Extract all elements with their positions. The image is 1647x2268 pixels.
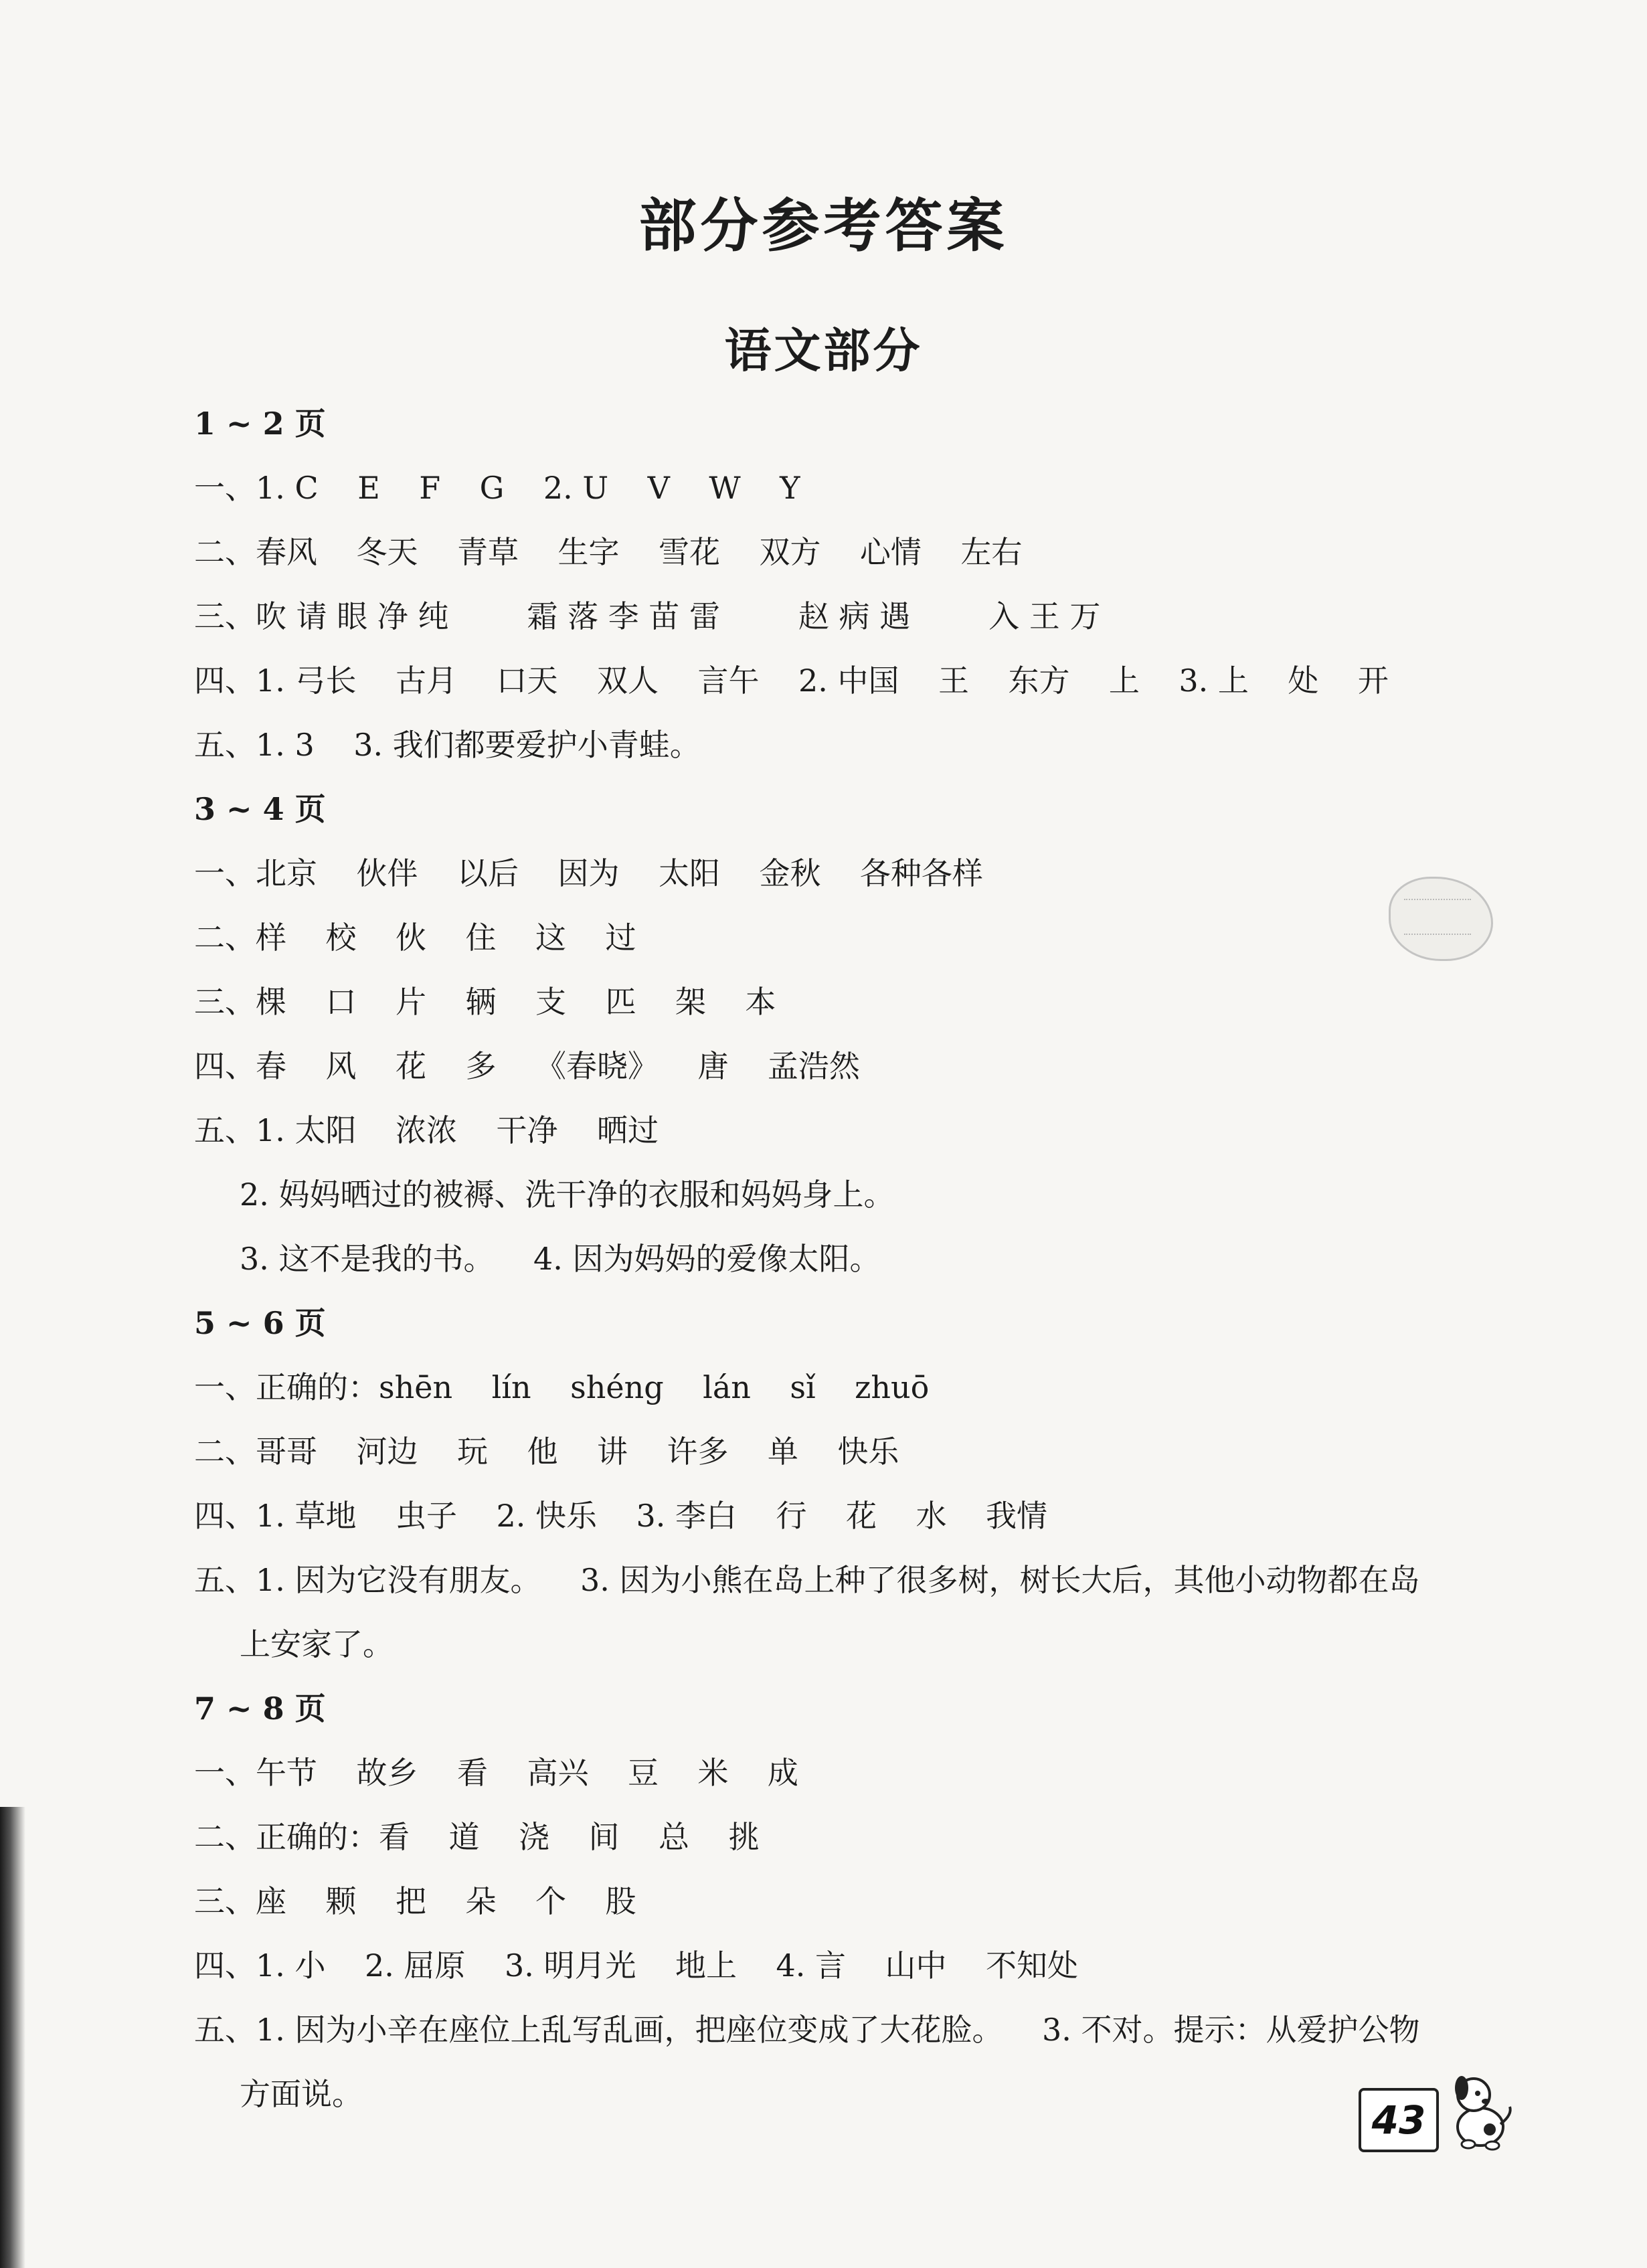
answer-line: 2. 妈妈晒过的被褥、洗干净的衣服和妈妈身上。 — [240, 1176, 895, 1213]
section-heading: 5 ~ 6 页 — [194, 1305, 326, 1341]
answer-line: 二、春风 冬天 青草 生字 雪花 双方 心情 左右 — [194, 534, 1023, 570]
answer-line: 上安家了。 — [240, 1626, 394, 1662]
answer-line: 三、座 颗 把 朵 个 股 — [194, 1883, 636, 1919]
answer-line: 四、春 风 花 多 《春晓》 唐 孟浩然 — [194, 1048, 860, 1084]
page-number-box — [1359, 2088, 1439, 2152]
page-subtitle: 语文部分 — [724, 323, 923, 378]
section-heading: 7 ~ 8 页 — [194, 1690, 326, 1727]
section-heading: 1 ~ 2 页 — [194, 406, 326, 442]
answer-line: 三、吹 请 眼 净 纯 霜 落 李 苗 雷 赵 病 遇 入 王 万 — [194, 598, 1101, 634]
scan-edge-shadow — [0, 1807, 25, 2268]
answer-line: 一、午节 故乡 看 高兴 豆 米 成 — [194, 1755, 798, 1791]
answer-line: 五、1. 太阳 浓浓 干净 晒过 — [194, 1112, 659, 1148]
answer-line: 三、棵 口 片 辆 支 匹 架 本 — [194, 984, 776, 1020]
answer-line: 二、哥哥 河边 玩 他 讲 许多 单 快乐 — [194, 1433, 899, 1470]
answer-line: 二、正确的：看 道 浇 间 总 挑 — [194, 1819, 760, 1855]
page-title: 部分参考答案 — [638, 192, 1009, 260]
answer-line: 五、1. 因为它没有朋友。 3. 因为小熊在岛上种了很多树，树长大后，其他小动物都在岛 — [194, 1562, 1420, 1598]
answer-line: 四、1. 草地 虫子 2. 快乐 3. 李白 行 花 水 我情 — [194, 1498, 1047, 1534]
answer-line: 一、1. C E F G 2. U V W Y — [194, 470, 800, 506]
answer-content — [194, 391, 1506, 2126]
section-heading: 3 ~ 4 页 — [194, 791, 326, 827]
answer-line: 四、1. 弓长 古月 口天 双人 言午 2. 中国 王 东方 上 3. 上 处 开 — [194, 663, 1389, 699]
answer-line: 五、1. 3 3. 我们都要爱护小青蛙。 — [194, 727, 701, 763]
answer-line: 四、1. 小 2. 屈原 3. 明月光 地上 4. 言 山中 不知处 — [194, 1947, 1078, 1984]
answer-line: 方面说。 — [240, 2076, 363, 2112]
answer-line: 一、北京 伙伴 以后 因为 太阳 金秋 各种各样 — [194, 855, 983, 891]
page-number: 43 — [1371, 2097, 1426, 2143]
answer-line: 一、正确的：shēn lín shéng lán sǐ zhuō — [194, 1369, 930, 1405]
answer-line: 3. 这不是我的书。 4. 因为妈妈的爱像太阳。 — [240, 1241, 881, 1277]
cartoon-dog-icon — [1439, 2068, 1519, 2155]
answer-line: 二、样 校 伙 住 这 过 — [194, 920, 636, 956]
answer-line: 五、1. 因为小辛在座位上乱写乱画，把座位变成了大花脸。 3. 不对。提示：从爱护公物 — [194, 2012, 1420, 2048]
